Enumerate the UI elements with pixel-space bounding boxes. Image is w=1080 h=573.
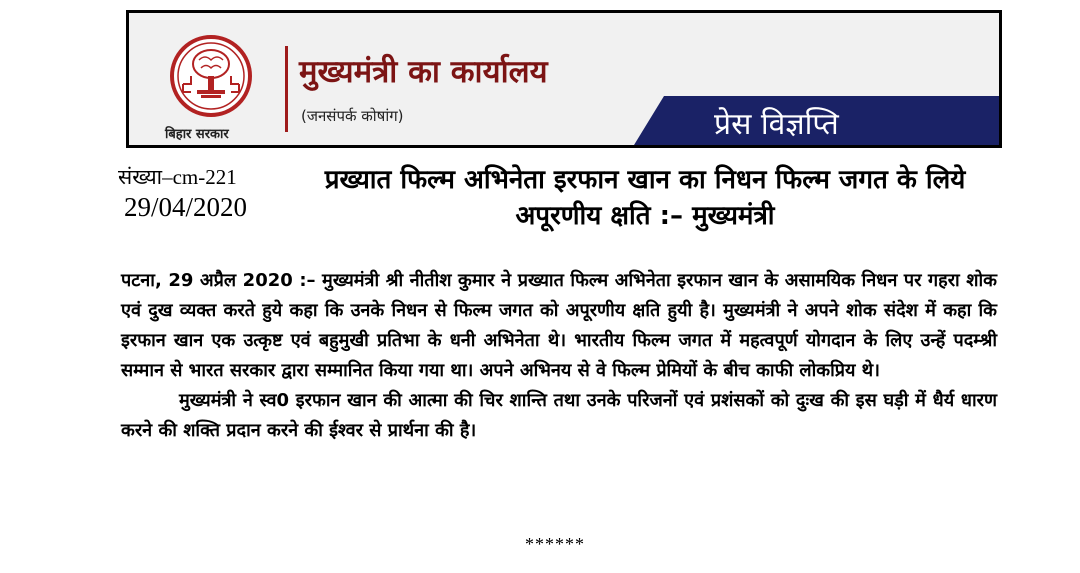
release-date: 29/04/2020	[124, 192, 248, 222]
office-title: मुख्यमंत्री का कार्यालय	[299, 54, 548, 90]
body-paragraph: पटना, 29 अप्रैल 2020 :– मुख्यमंत्री श्री नीतीश कुमार ने प्रख्यात फिल्म अभिनेता इरफान खान के असामयिक निधन पर गहरा शोक एवं दुख व्यक्त करते हुये कहा कि उनके निधन से फिल्म जगत को अपूरणीय क्षति हुयी है। मुख्यमंत्री ने अपने शोक संदेश में कहा कि इरफान खान एक उत्कृष्ट एवं बहुमुखी प्रतिभा के धनी अभिनेता थे। भारतीय फिल्म जगत में महत्वपूर्ण योगदान के लिए उन्हें पदम्श्री सम्मान से भारत सरकार द्वारा सम्मानित किया गया था। अपने अभिनय से वे फिल्म प्रेमियों के बीच काफी लोकप्रिय थे।	[121, 270, 997, 381]
banner-top-rule	[129, 10, 999, 13]
press-release-label: प्रेस विज्ञप्ति	[714, 107, 839, 142]
office-subtitle: (जनसंपर्क कोषांग)	[301, 107, 404, 125]
reference-number: संख्या–cm-221	[118, 165, 237, 189]
body-paragraph: मुख्यमंत्री ने स्व0 इरफान खान की आत्मा की चिर शान्ति तथा उनके परिजनों एवं प्रशंसकों को दुःख की इस घड़ी में धैर्य धारण करने की शक्ति प्रदान करने की ईश्वर से प्रार्थना की है।	[121, 390, 997, 441]
emblem-label: बिहार सरकार	[165, 127, 229, 142]
header-banner	[126, 10, 1002, 148]
header-divider	[285, 46, 288, 132]
page-title: प्रख्यात फिल्म अभिनेता इरफान खान का निधन फिल्म जगत के लिये अपूरणीय क्षति :– मुख्यमंत्री	[324, 165, 966, 231]
press-release-body	[121, 266, 997, 446]
end-mark: ******	[525, 534, 585, 554]
bihar-emblem-icon	[169, 34, 253, 118]
